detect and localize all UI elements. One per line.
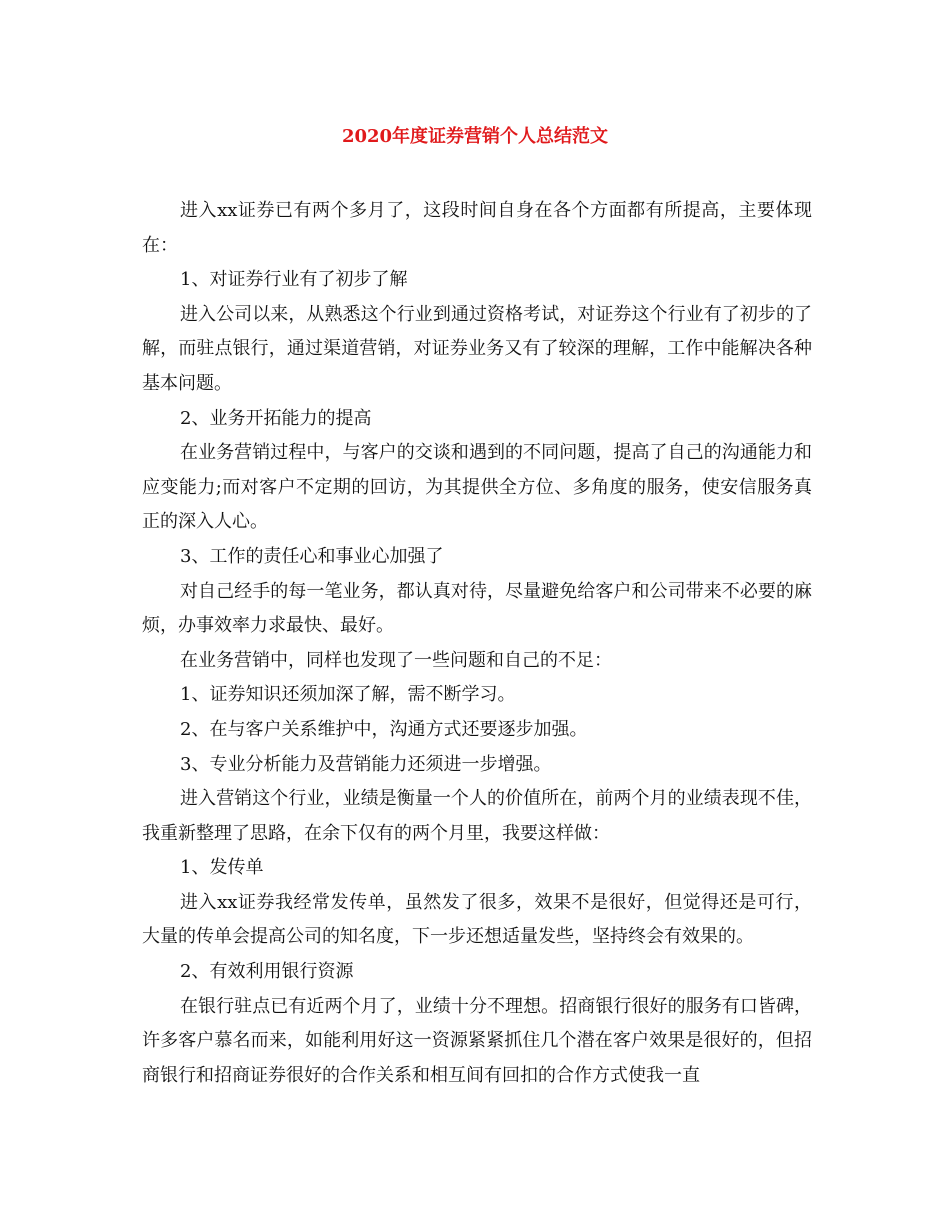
document-title: 2020年度证券营销个人总结范文: [341, 126, 609, 147]
paragraph: 进入营销这个行业，业绩是衡量一个人的价值所在，前两个月的业绩表现不佳，我重新整理了思路，在余下仅有的两个月里，我要这样做：: [142, 788, 812, 844]
paragraph: 在银行驻点已有近两个月了，业绩十分不理想。招商银行很好的服务有口皆碑，许多客户慕名而来，如能利用好这一资源紧紧抓住几个潜在客户效果是很好的，但招商银行和招商证券很好的合作关系和相互间有回扣的合作方式使我一直: [142, 995, 812, 1086]
paragraph: 在业务营销过程中，与客户的交谈和遇到的不同问题，提高了自己的沟通能力和应变能力;而对客户不定期的回访，为其提供全方位、多角度的服务，使安信服务真正的深入人心。: [142, 442, 812, 533]
heading-plan-2: 2、有效利用银行资源: [180, 961, 354, 983]
heading-plan-1: 1、发传单: [180, 857, 264, 879]
paragraph-intro: 进入xx证券已有两个多月了，这段时间自身在各个方面都有所提高，主要体现在：: [142, 200, 812, 256]
list-item: 2、在与客户关系维护中，沟通方式还要逐步加强。: [180, 718, 588, 740]
paragraph: 进入公司以来，从熟悉这个行业到通过资格考试，对证券这个行业有了初步的了解，而驻点银行，通过渠道营销，对证券业务又有了较深的理解，工作中能解决各种基本问题。: [142, 303, 812, 394]
document-body: [142, 194, 812, 1093]
paragraph: 在业务营销中，同样也发现了一些问题和自己的不足：: [180, 649, 612, 671]
list-item: 1、证券知识还须加深了解，需不断学习。: [180, 684, 516, 706]
paragraph: 对自己经手的每一笔业务，都认真对待，尽量避免给客户和公司带来不必要的麻烦，办事效率力求最快、最好。: [142, 580, 812, 637]
heading-point-1: 1、对证券行业有了初步了解: [180, 269, 408, 291]
list-item: 3、专业分析能力及营销能力还须进一步增强。: [180, 753, 552, 775]
heading-point-2: 2、业务开拓能力的提高: [180, 407, 372, 429]
heading-point-3: 3、工作的责任心和事业心加强了: [180, 545, 444, 567]
paragraph: 进入xx证券我经常发传单，虽然发了很多，效果不是很好，但觉得还是可行，大量的传单会提高公司的知名度，下一步还想适量发些，坚持终会有效果的。: [142, 891, 812, 948]
